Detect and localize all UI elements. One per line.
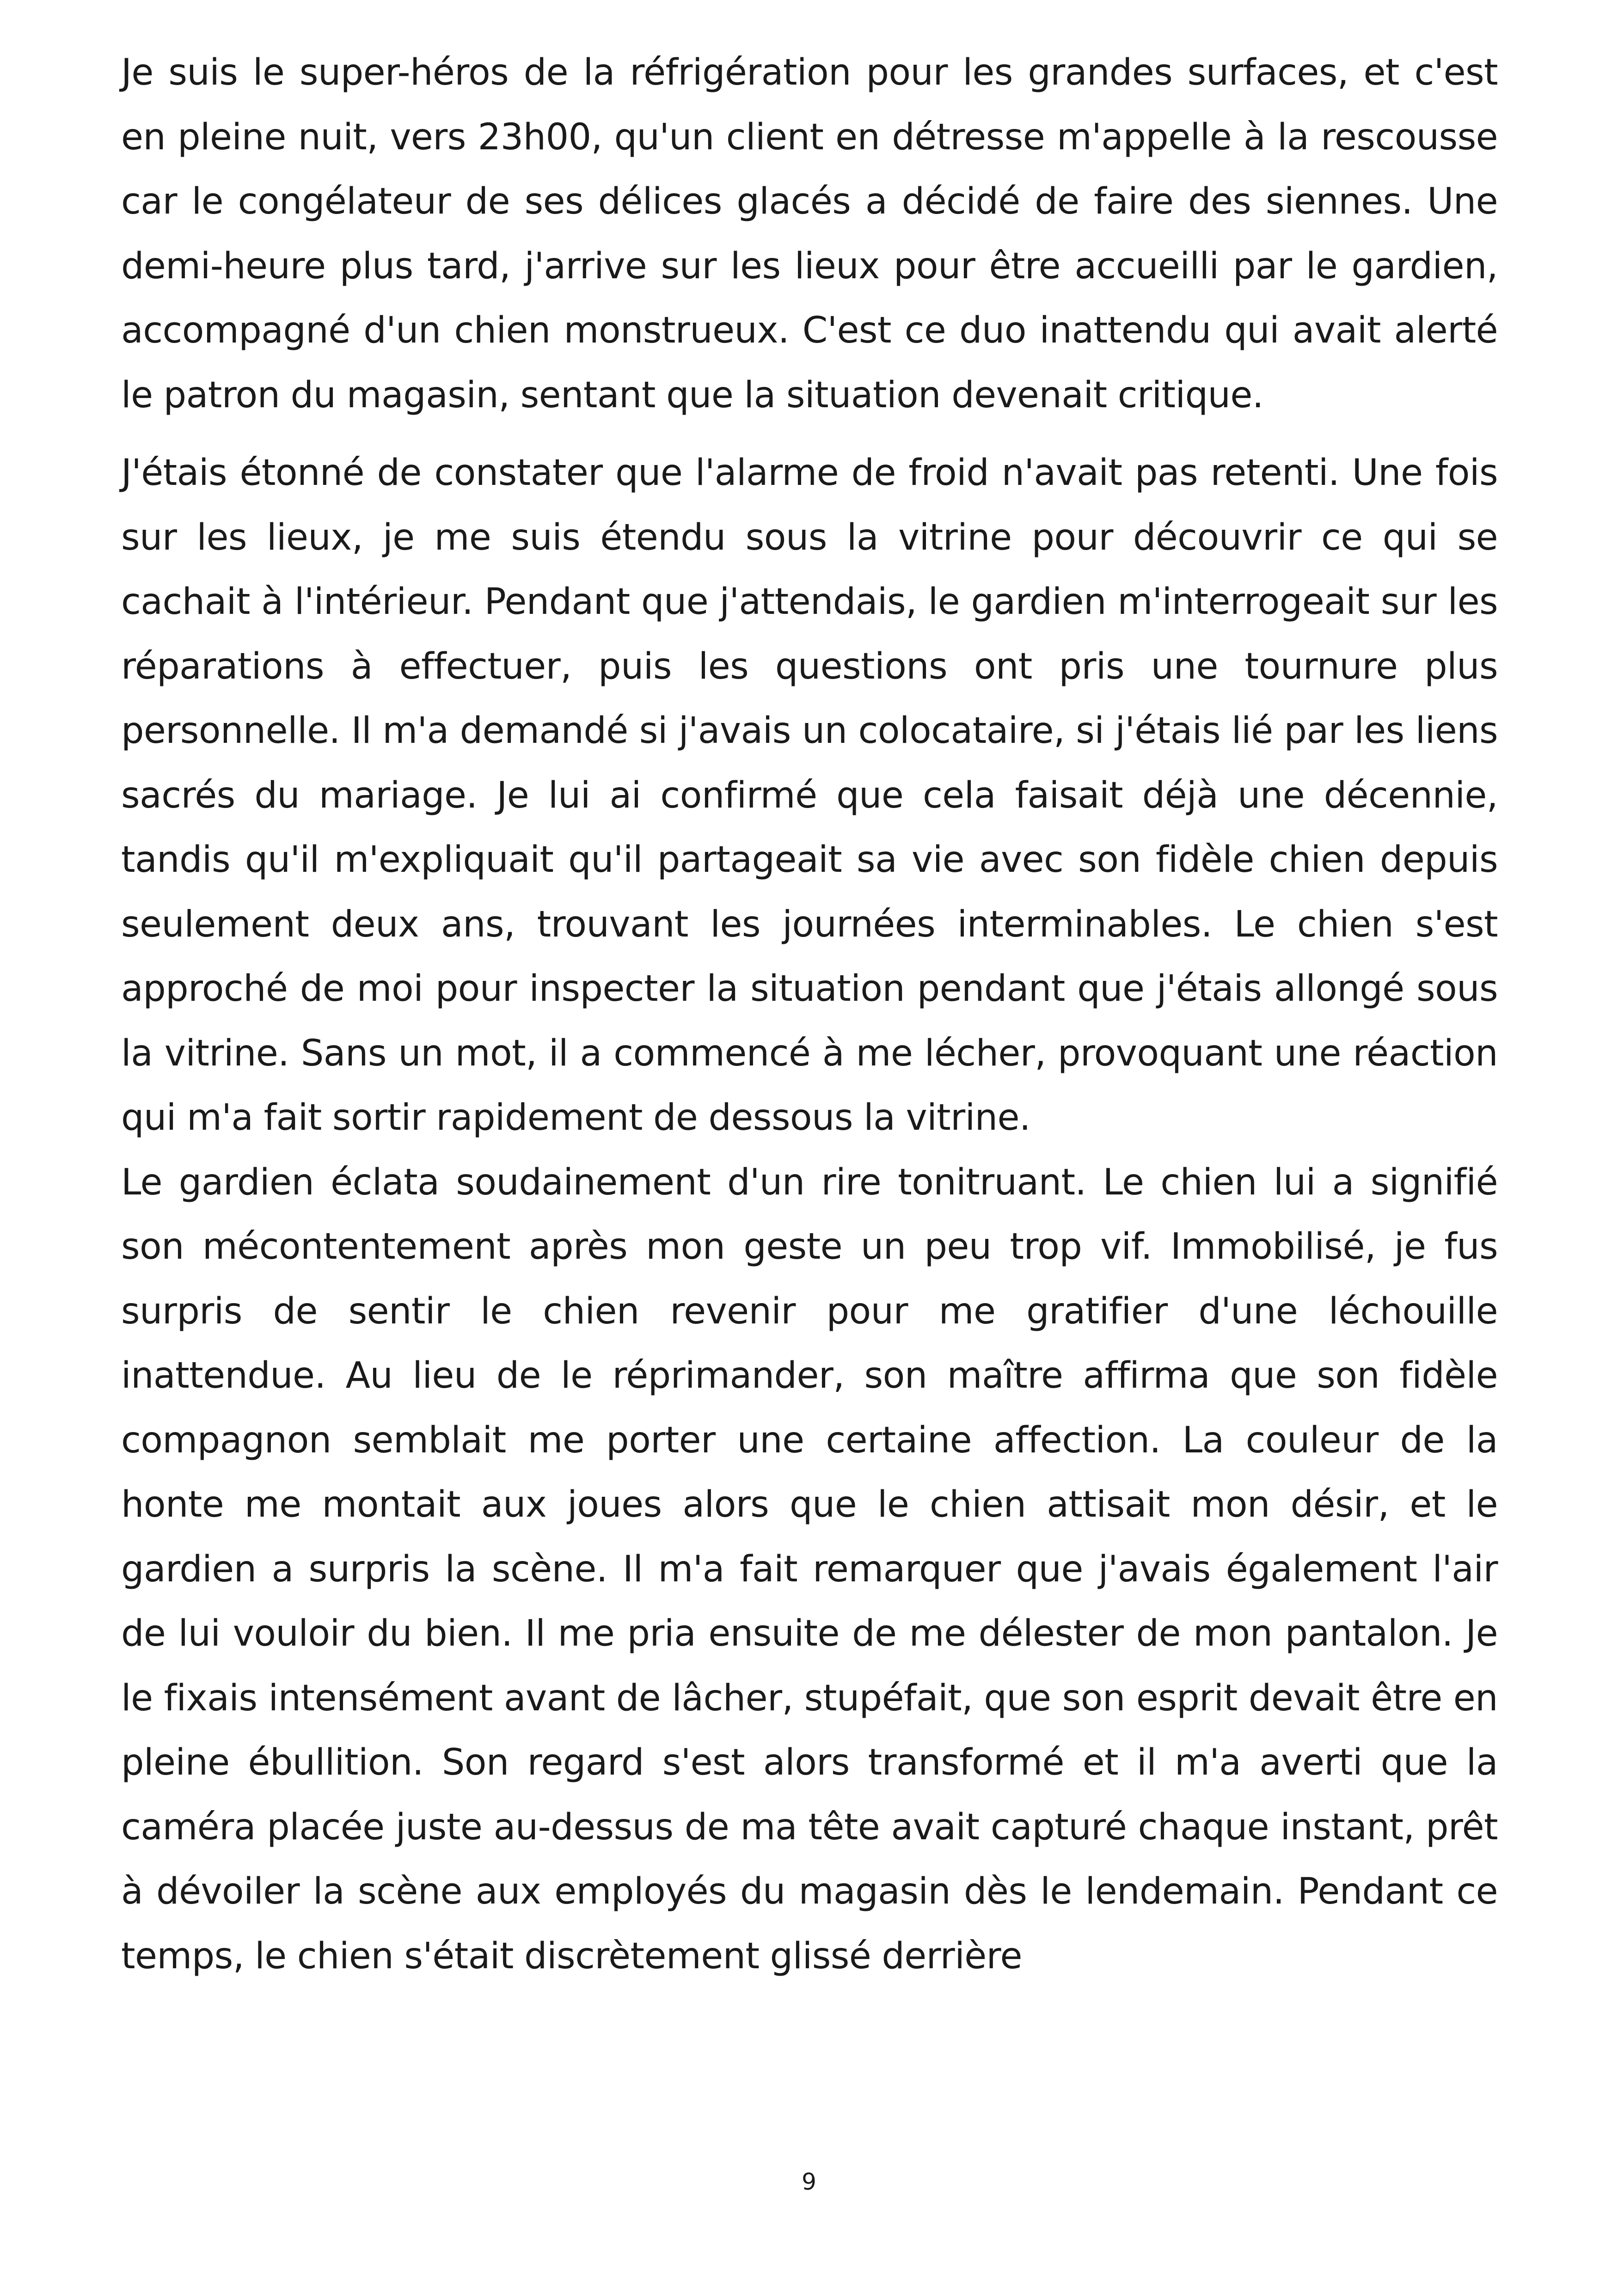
page-number: 9 <box>802 2168 816 2195</box>
paragraph-3: Le gardien éclata soudainement d'un rire tonitruant. Le chien lui a signifié son mécontentement après mon geste un peu trop vif. Immobilisé, je fus surpris de sentir le chien revenir pour me gratifier d'une léchouille inattendue. Au lieu de le réprimander, son maître affirma que son fidèle compagnon semblait me porter une certaine affection. La couleur de la honte me montait aux joues alors que le chien attisait mon désir, et le gardien a surpris la scène. Il m'a fait remarquer que j'avais également l'air de lui vouloir du bien. Il me pria ensuite de me délester de mon pantalon. Je le fixais intensément avant de lâcher, stupéfait, que son esprit devait être en pleine ébullition. Son regard s'est alors transformé et il m'a averti que la caméra placée juste au-dessus de ma tête avait capturé chaque instant, prêt à dévoiler la scène aux employés du magasin dès le lendemain. Pendant ce temps, le chien s'était discrètement glissé derrière <box>121 1161 1498 1977</box>
body-text <box>121 41 1498 1989</box>
paragraph-1: Je suis le super-héros de la réfrigération pour les grandes surfaces, et c'est en pleine nuit, vers 23h00, qu'un client en détresse m'appelle à la rescousse car le congélateur de ses délices glacés a décidé de faire des siennes. Une demi-heure plus tard, j'arrive sur les lieux pour être accueilli par le gardien, accompagné d'un chien monstrueux. C'est ce duo inattendu qui avait alerté le patron du magasin, sentant que la situation devenait critique. <box>121 52 1498 416</box>
paragraph-2: J'étais étonné de constater que l'alarme de froid n'avait pas retenti. Une fois sur les lieux, je me suis étendu sous la vitrine pour découvrir ce qui se cachait à l'intérieur. Pendant que j'attendais, le gardien m'interrogeait sur les réparations à effectuer, puis les questions ont pris une tournure plus personnelle. Il m'a demandé si j'avais un colocataire, si j'étais lié par les liens sacrés du mariage. Je lui ai confirmé que cela faisait déjà une décennie, tandis qu'il m'expliquait qu'il partageait sa vie avec son fidèle chien depuis seulement deux ans, trouvant les journées interminables. Le chien s'est approché de moi pour inspecter la situation pendant que j'étais allongé sous la vitrine. Sans un mot, il a commencé à me lécher, provoquant une réaction qui m'a fait sortir rapidement de dessous la vitrine. <box>121 452 1498 1139</box>
